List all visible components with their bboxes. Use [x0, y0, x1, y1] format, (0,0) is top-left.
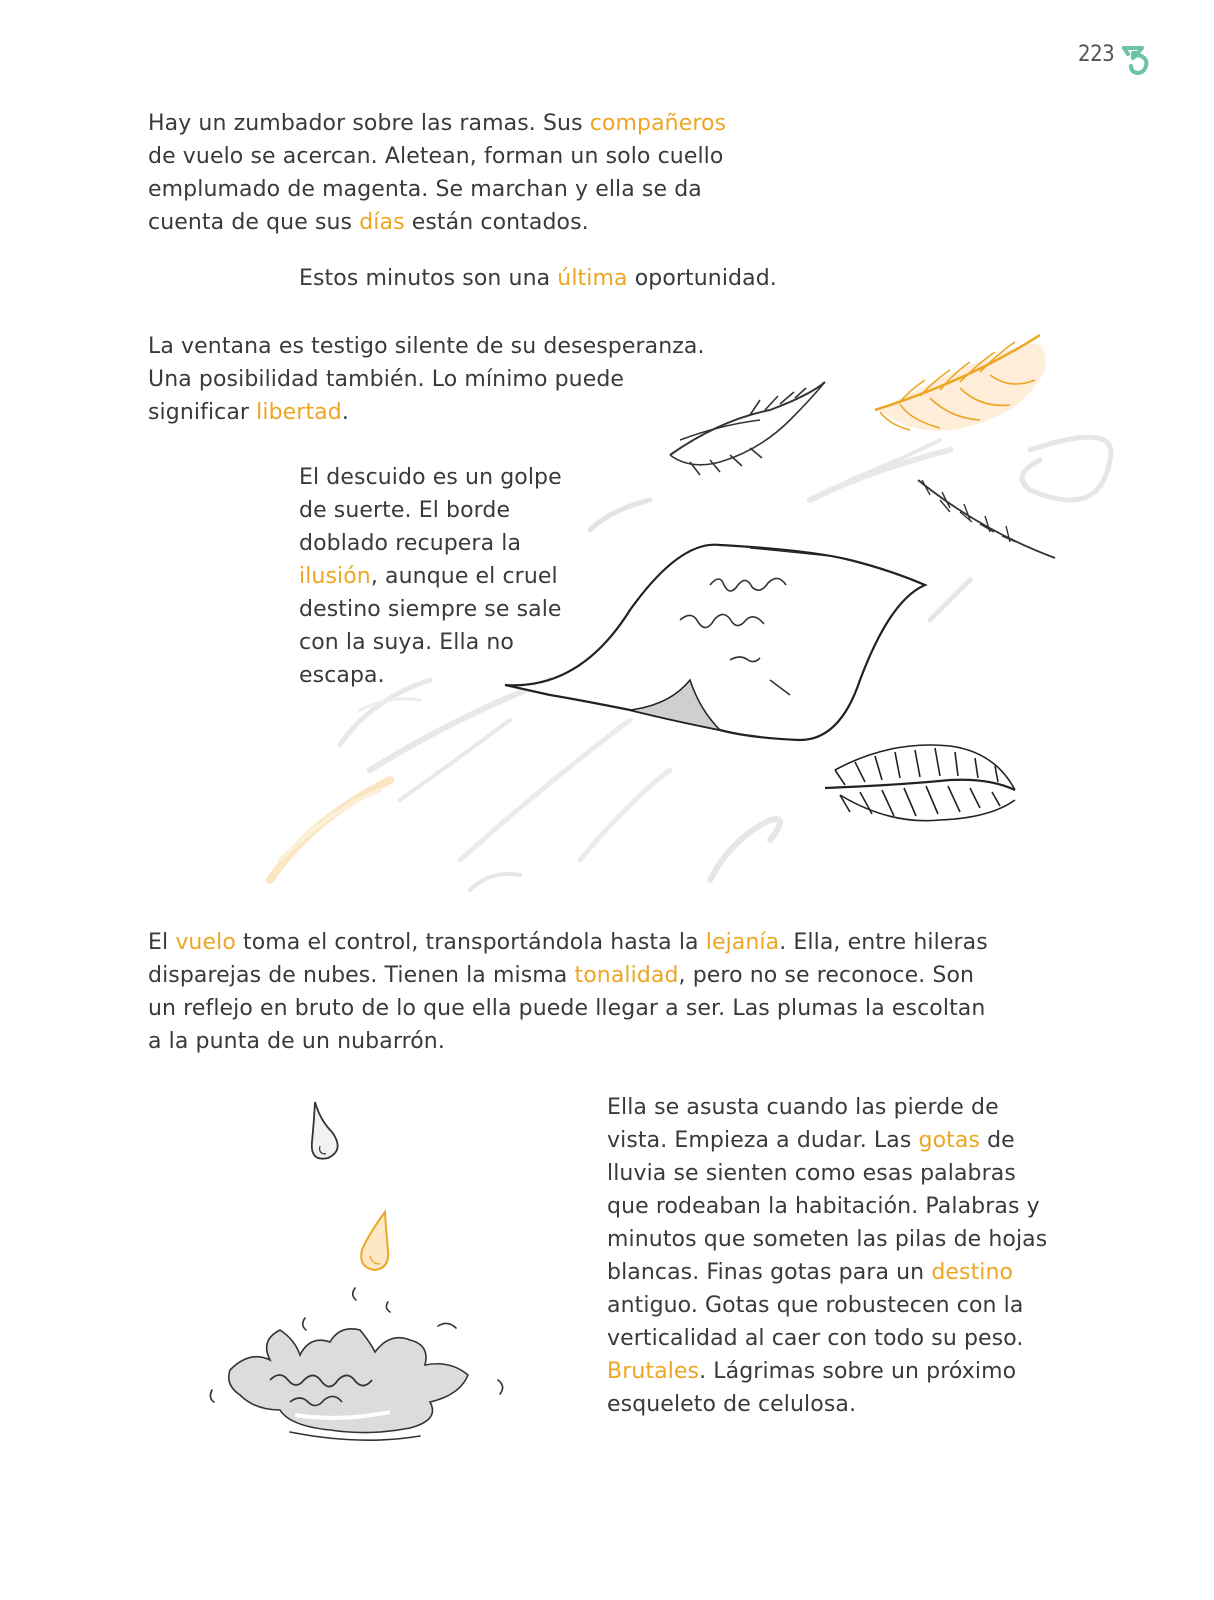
falling-drops-splash-illustration [200, 1090, 530, 1460]
text-run: lluvia se sienten como esas palabras [607, 1161, 1016, 1186]
text-run: oportunidad. [627, 266, 777, 291]
paragraph-ultima-oportunidad [299, 262, 819, 295]
highlighted-word: tonalidad [574, 963, 679, 988]
text-line [607, 1322, 1077, 1355]
text-run: antiguo. Gotas que robustecen con la [607, 1293, 1024, 1318]
highlighted-word: destino [931, 1260, 1014, 1285]
text-run: . [341, 400, 349, 425]
text-run: están contados. [404, 210, 589, 235]
text-run: El [148, 930, 176, 955]
text-run: , aunque el cruel [370, 564, 558, 589]
text-line [607, 1091, 1077, 1124]
text-run: vista. Empieza a dudar. Las [607, 1128, 919, 1153]
text-run: de suerte. El borde [299, 498, 511, 523]
text-run: con la suya. Ella no [299, 630, 514, 655]
highlighted-word: vuelo [175, 930, 236, 955]
text-run: que rodeaban la habitación. Palabras y [607, 1194, 1040, 1219]
text-run: significar [148, 400, 257, 425]
text-line [607, 1190, 1077, 1223]
text-line [607, 1289, 1077, 1322]
text-run: El descuido es un golpe [299, 465, 562, 490]
text-run: Una posibilidad también. Lo mínimo puede [148, 367, 625, 392]
text-run: de [980, 1128, 1015, 1153]
paragraph-gotas [607, 1091, 1077, 1421]
text-run: esqueleto de celulosa. [607, 1392, 857, 1417]
highlighted-word: gotas [918, 1128, 980, 1153]
text-line [148, 1025, 1048, 1058]
text-run: Hay un zumbador sobre las ramas. Sus [148, 111, 590, 136]
text-run: a la punta de un nubarrón. [148, 1029, 445, 1054]
highlighted-word: compañeros [589, 111, 727, 136]
text-run: verticalidad al caer con todo su peso. [607, 1326, 1024, 1351]
text-run: doblado recupera la [299, 531, 522, 556]
text-line [148, 206, 748, 239]
feathers-and-paper-illustration [250, 300, 1150, 920]
text-run: disparejas de nubes. Tienen la misma [148, 963, 575, 988]
orange-drop-icon [361, 1212, 388, 1270]
text-run: un reflejo en bruto de lo que ella puede llegar a ser. Las plumas la escoltan [148, 996, 986, 1021]
text-run: minutos que someten las pilas de hojas [607, 1227, 1048, 1252]
highlighted-word: días [359, 210, 405, 235]
text-run: Estos minutos son una [299, 266, 558, 291]
text-line [148, 140, 748, 173]
gray-drop-icon [312, 1102, 338, 1159]
text-run: toma el control, transportándola hasta la [235, 930, 706, 955]
text-run: cuenta de que sus [148, 210, 360, 235]
text-line [607, 1355, 1077, 1388]
text-line [607, 1388, 1077, 1421]
page-number: 223 [1078, 42, 1115, 67]
text-line [148, 107, 748, 140]
text-line [607, 1124, 1077, 1157]
highlighted-word: ilusión [299, 564, 371, 589]
text-run: de vuelo se acercan. Aletean, forman un solo cuello [148, 144, 724, 169]
text-run: escapa. [299, 663, 385, 688]
text-run: , pero no se reconoce. Son [678, 963, 975, 988]
text-run: Ella se asusta cuando las pierde de [607, 1095, 999, 1120]
text-line [607, 1223, 1077, 1256]
text-line [148, 959, 1048, 992]
text-line [148, 926, 1048, 959]
text-line [148, 992, 1048, 1025]
highlighted-word: lejanía [705, 930, 780, 955]
splash-icon [210, 1288, 502, 1440]
highlighted-word: Brutales [607, 1359, 700, 1384]
text-line [299, 262, 819, 295]
text-run: blancas. Finas gotas para un [607, 1260, 932, 1285]
text-run: . Ella, entre hileras [779, 930, 988, 955]
text-line [148, 173, 748, 206]
highlighted-word: libertad [256, 400, 342, 425]
text-line [607, 1157, 1077, 1190]
book-series-logo-icon [1122, 44, 1150, 76]
text-run: emplumado de magenta. Se marchan y ella se da [148, 177, 702, 202]
text-run: La ventana es testigo silente de su desesperanza. [148, 334, 705, 359]
text-run: destino siempre se sale [299, 597, 562, 622]
text-line [607, 1256, 1077, 1289]
paragraph-zumbador [148, 107, 748, 239]
highlighted-word: última [557, 266, 628, 291]
paragraph-vuelo [148, 926, 1048, 1058]
text-run: . Lágrimas sobre un próximo [699, 1359, 1017, 1384]
